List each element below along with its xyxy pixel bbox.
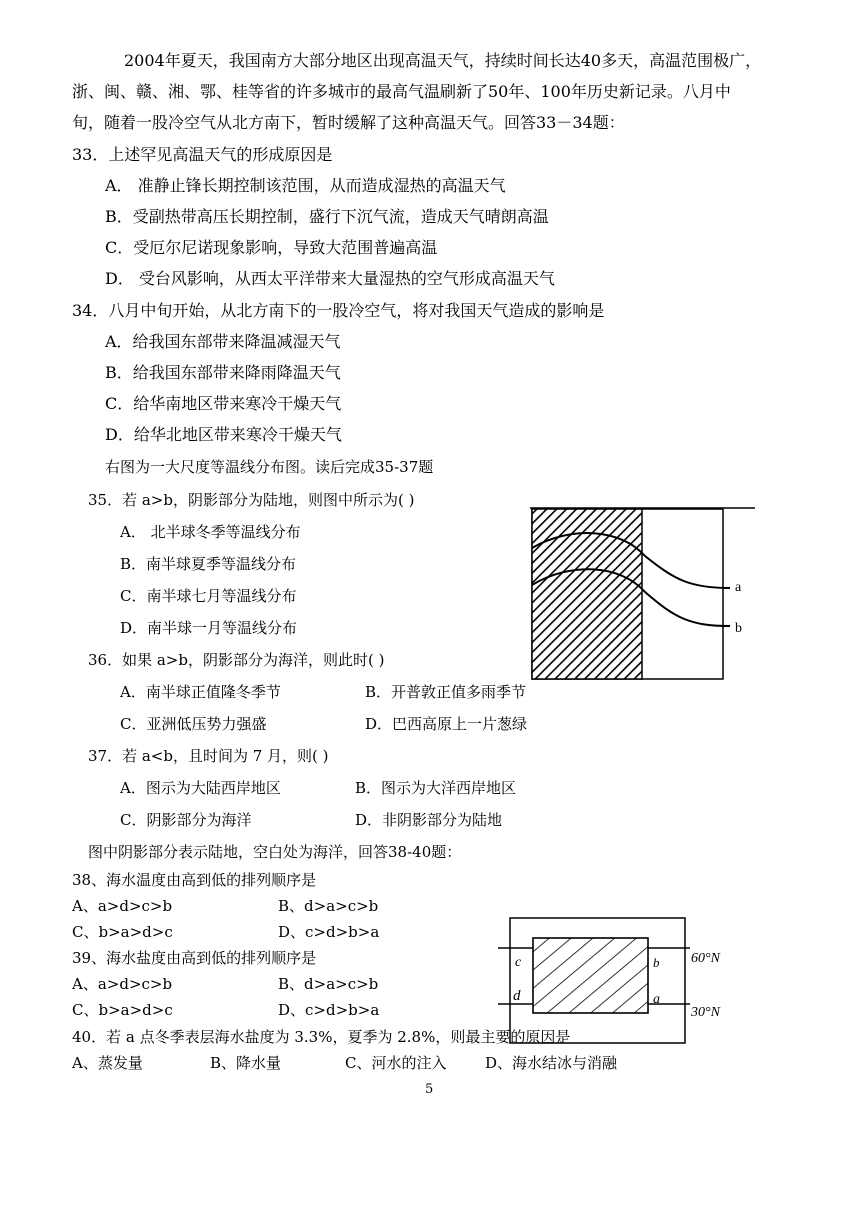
land-ocean-figure: [495, 910, 735, 1045]
q39-option-a: A、a>d>c>b: [72, 975, 173, 993]
q35-option-c: C．南半球七月等温线分布: [120, 587, 297, 605]
label-b: b: [653, 955, 660, 970]
hatched-region: [532, 509, 642, 679]
q38-option-a: A、a>d>c>b: [72, 897, 173, 915]
page-number: 5: [425, 1082, 434, 1097]
q35-option-b: B．南半球夏季等温线分布: [120, 555, 297, 573]
label-c: c: [515, 955, 522, 970]
q40-stem: 40．若 a 点冬季表层海水盐度为 3.3%，夏季为 2.8%，则最主要的原因是: [72, 1028, 571, 1046]
q39-option-b: B、d>a>c>b: [278, 975, 379, 993]
q33-option-b: B．受副热带高压长期控制，盛行下沉气流，造成天气晴朗高温: [105, 207, 549, 226]
q40-option-c: C、河水的注入: [345, 1054, 447, 1072]
q36-stem: 36．如果 a>b，阴影部分为海洋，则此时( ): [88, 651, 385, 669]
q39-option-d: D、c>d>b>a: [278, 1001, 380, 1019]
q39-stem: 39、海水盐度由高到低的排列顺序是: [72, 949, 317, 967]
figure1-intro: 右图为一大尺度等温线分布图。读后完成35-37题: [105, 458, 434, 476]
q33-option-a: A． 准静止锋长期控制该范围，从而造成湿热的高温天气: [105, 176, 506, 195]
q37-option-d: D．非阴影部分为陆地: [355, 811, 503, 829]
q36-option-c: C．亚洲低压势力强盛: [120, 715, 267, 733]
land-region: [533, 938, 648, 1013]
q40-option-a: A、蒸发量: [72, 1054, 143, 1072]
q37-option-c: C．阴影部分为海洋: [120, 811, 252, 829]
q33-option-c: C．受厄尔尼诺现象影响，导致大范围普遍高温: [105, 238, 438, 257]
q40-option-d: D、海水结冰与消融: [485, 1054, 618, 1072]
q36-option-b: B．开普敦正值多雨季节: [365, 683, 527, 701]
q35-option-d: D．南半球一月等温线分布: [120, 619, 298, 637]
q37-option-a: A．图示为大陆西岸地区: [120, 779, 281, 797]
q35-stem: 35．若 a>b，阴影部分为陆地，则图中所示为( ): [88, 491, 415, 509]
intro-line-1: 2004年夏天，我国南方大部分地区出现高温天气，持续时间长达40多天，高温范围极广，: [124, 51, 762, 70]
intro-line-3: 旬，随着一股冷空气从北方南下，暂时缓解了这种高温天气。回答33－34题：: [72, 113, 625, 132]
label-a: a: [653, 992, 660, 1007]
q36-option-a: A．南半球正值隆冬季节: [120, 683, 281, 701]
q36-option-d: D．巴西高原上一片葱绿: [365, 715, 528, 733]
q38-stem: 38、海水温度由高到低的排列顺序是: [72, 871, 317, 889]
isotherm-a-label: a: [735, 580, 742, 595]
q34-option-c: C．给华南地区带来寒冷干燥天气: [105, 394, 342, 413]
q37-stem: 37．若 a<b，且时间为 7 月，则( ): [88, 747, 329, 765]
q40-option-b: B、降水量: [210, 1054, 282, 1072]
q37-option-b: B．图示为大洋西岸地区: [355, 779, 517, 797]
figure2-intro: 图中阴影部分表示陆地，空白处为海洋，回答38-40题：: [88, 843, 462, 861]
intro-line-2: 浙、闽、赣、湘、鄂、桂等省的许多城市的最高气温刷新了50年、100年历史新记录。八月中: [72, 82, 731, 101]
q33-option-d: D． 受台风影响，从西太平洋带来大量湿热的空气形成高温天气: [105, 269, 555, 288]
q34-stem: 34．八月中旬开始，从北方南下的一股冷空气，将对我国天气造成的影响是: [72, 301, 605, 320]
q38-option-b: B、d>a>c>b: [278, 897, 379, 915]
q38-option-c: C、b>a>d>c: [72, 923, 173, 941]
q38-option-d: D、c>d>b>a: [278, 923, 380, 941]
latitude-30n-label: 30°N: [691, 1005, 720, 1020]
latitude-60n-label: 60°N: [691, 951, 720, 966]
q33-stem: 33．上述罕见高温天气的形成原因是: [72, 145, 333, 164]
isotherm-b-label: b: [735, 621, 742, 636]
q35-option-a: A． 北半球冬季等温线分布: [120, 523, 301, 541]
q39-option-c: C、b>a>d>c: [72, 1001, 173, 1019]
q34-option-a: A．给我国东部带来降温减湿天气: [105, 332, 341, 351]
isotherm-figure: [525, 500, 760, 685]
q34-option-d: D．给华北地区带来寒冷干燥天气: [105, 425, 342, 444]
label-d: d: [513, 988, 521, 1004]
q34-option-b: B．给我国东部带来降雨降温天气: [105, 363, 341, 382]
